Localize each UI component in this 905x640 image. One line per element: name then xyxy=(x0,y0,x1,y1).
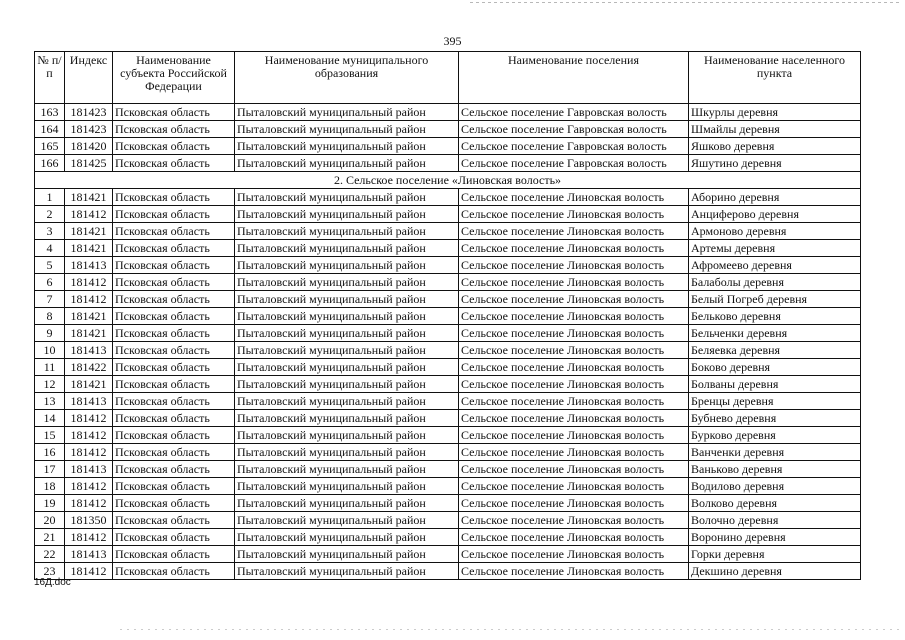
cell-index: 181413 xyxy=(65,461,113,478)
cell-index: 181413 xyxy=(65,257,113,274)
cell-index: 181420 xyxy=(65,138,113,155)
cell-settlement: Сельское поселение Линовская волость xyxy=(459,223,689,240)
cell-num: 7 xyxy=(35,291,65,308)
cell-subject: Псковская область xyxy=(113,546,235,563)
cell-locality: Яшутино деревня xyxy=(689,155,861,172)
cell-num: 14 xyxy=(35,410,65,427)
cell-num: 13 xyxy=(35,393,65,410)
cell-locality: Шкурлы деревня xyxy=(689,104,861,121)
cell-subject: Псковская область xyxy=(113,308,235,325)
cell-locality: Шмайлы деревня xyxy=(689,121,861,138)
cell-num: 23 xyxy=(35,563,65,580)
cell-index: 181412 xyxy=(65,206,113,223)
table-row xyxy=(35,104,861,121)
cell-index: 181421 xyxy=(65,189,113,206)
cell-municipality: Пыталовский муниципальный район xyxy=(235,512,459,529)
cell-num: 21 xyxy=(35,529,65,546)
cell-settlement: Сельское поселение Линовская волость xyxy=(459,478,689,495)
table-row xyxy=(35,206,861,223)
cell-index: 181413 xyxy=(65,546,113,563)
cell-municipality: Пыталовский муниципальный район xyxy=(235,104,459,121)
header-subject: Наименование субъекта Российской Федерации xyxy=(113,52,235,104)
cell-settlement: Сельское поселение Линовская волость xyxy=(459,308,689,325)
cell-settlement: Сельское поселение Линовская волость xyxy=(459,274,689,291)
cell-municipality: Пыталовский муниципальный район xyxy=(235,223,459,240)
cell-locality: Бубнево деревня xyxy=(689,410,861,427)
cell-subject: Псковская область xyxy=(113,495,235,512)
cell-municipality: Пыталовский муниципальный район xyxy=(235,138,459,155)
cell-municipality: Пыталовский муниципальный район xyxy=(235,121,459,138)
table-row xyxy=(35,138,861,155)
cell-subject: Псковская область xyxy=(113,274,235,291)
cell-num: 1 xyxy=(35,189,65,206)
cell-settlement: Сельское поселение Линовская волость xyxy=(459,495,689,512)
table-row xyxy=(35,512,861,529)
table-row xyxy=(35,410,861,427)
header-num: № п/п xyxy=(35,52,65,104)
cell-index: 181412 xyxy=(65,478,113,495)
cell-num: 165 xyxy=(35,138,65,155)
cell-index: 181412 xyxy=(65,444,113,461)
table-row xyxy=(35,478,861,495)
cell-index: 181413 xyxy=(65,342,113,359)
cell-subject: Псковская область xyxy=(113,563,235,580)
cell-index: 181412 xyxy=(65,529,113,546)
cell-num: 20 xyxy=(35,512,65,529)
cell-index: 181412 xyxy=(65,563,113,580)
cell-locality: Белый Погреб деревня xyxy=(689,291,861,308)
cell-settlement: Сельское поселение Линовская волость xyxy=(459,291,689,308)
cell-subject: Псковская область xyxy=(113,121,235,138)
cell-num: 9 xyxy=(35,325,65,342)
cell-subject: Псковская область xyxy=(113,223,235,240)
cell-subject: Псковская область xyxy=(113,512,235,529)
cell-subject: Псковская область xyxy=(113,138,235,155)
cell-locality: Декшино деревня xyxy=(689,563,861,580)
cell-settlement: Сельское поселение Линовская волость xyxy=(459,529,689,546)
header-settlement: Наименование поселения xyxy=(459,52,689,104)
cell-locality: Беляевка деревня xyxy=(689,342,861,359)
header-municipality: Наименование муниципального образования xyxy=(235,52,459,104)
cell-subject: Псковская область xyxy=(113,461,235,478)
table-row xyxy=(35,563,861,580)
cell-settlement: Сельское поселение Линовская волость xyxy=(459,546,689,563)
section-row xyxy=(35,172,861,189)
cell-index: 181412 xyxy=(65,410,113,427)
header-locality: Наименование населенного пункта xyxy=(689,52,861,104)
cell-locality: Горки деревня xyxy=(689,546,861,563)
document-filename: 16Д.doc xyxy=(34,577,71,588)
cell-num: 10 xyxy=(35,342,65,359)
cell-municipality: Пыталовский муниципальный район xyxy=(235,410,459,427)
cell-settlement: Сельское поселение Линовская волость xyxy=(459,563,689,580)
cell-num: 16 xyxy=(35,444,65,461)
table-row xyxy=(35,274,861,291)
cell-municipality: Пыталовский муниципальный район xyxy=(235,359,459,376)
cell-locality: Ванченки деревня xyxy=(689,444,861,461)
cell-locality: Бурково деревня xyxy=(689,427,861,444)
cell-locality: Бельково деревня xyxy=(689,308,861,325)
cell-locality: Аборино деревня xyxy=(689,189,861,206)
cell-index: 181425 xyxy=(65,155,113,172)
cell-num: 8 xyxy=(35,308,65,325)
cell-municipality: Пыталовский муниципальный район xyxy=(235,257,459,274)
cell-locality: Анциферово деревня xyxy=(689,206,861,223)
table-row xyxy=(35,189,861,206)
cell-num: 12 xyxy=(35,376,65,393)
localities-table xyxy=(34,51,861,580)
cell-municipality: Пыталовский муниципальный район xyxy=(235,206,459,223)
cell-subject: Псковская область xyxy=(113,257,235,274)
cell-index: 181423 xyxy=(65,121,113,138)
cell-num: 164 xyxy=(35,121,65,138)
header-index: Индекс xyxy=(65,52,113,104)
cell-municipality: Пыталовский муниципальный район xyxy=(235,274,459,291)
cell-index: 181412 xyxy=(65,291,113,308)
cell-municipality: Пыталовский муниципальный район xyxy=(235,495,459,512)
cell-num: 163 xyxy=(35,104,65,121)
cell-municipality: Пыталовский муниципальный район xyxy=(235,189,459,206)
cell-subject: Псковская область xyxy=(113,393,235,410)
cell-locality: Бельченки деревня xyxy=(689,325,861,342)
cell-municipality: Пыталовский муниципальный район xyxy=(235,308,459,325)
cell-subject: Псковская область xyxy=(113,189,235,206)
cell-num: 4 xyxy=(35,240,65,257)
table-row xyxy=(35,427,861,444)
cell-locality: Яшково деревня xyxy=(689,138,861,155)
cell-municipality: Пыталовский муниципальный район xyxy=(235,393,459,410)
cell-locality: Волочно деревня xyxy=(689,512,861,529)
cell-num: 22 xyxy=(35,546,65,563)
cell-subject: Псковская область xyxy=(113,444,235,461)
cell-municipality: Пыталовский муниципальный район xyxy=(235,478,459,495)
cell-index: 181413 xyxy=(65,393,113,410)
table-row xyxy=(35,121,861,138)
cell-index: 181422 xyxy=(65,359,113,376)
cell-subject: Псковская область xyxy=(113,325,235,342)
page-number: 395 xyxy=(443,34,462,48)
table-row xyxy=(35,461,861,478)
cell-num: 166 xyxy=(35,155,65,172)
cell-locality: Афромеево деревня xyxy=(689,257,861,274)
scan-artifact-top xyxy=(470,2,900,3)
cell-settlement: Сельское поселение Линовская волость xyxy=(459,444,689,461)
table-row xyxy=(35,325,861,342)
cell-num: 19 xyxy=(35,495,65,512)
cell-index: 181421 xyxy=(65,240,113,257)
table-row xyxy=(35,376,861,393)
cell-municipality: Пыталовский муниципальный район xyxy=(235,529,459,546)
cell-num: 15 xyxy=(35,427,65,444)
cell-municipality: Пыталовский муниципальный район xyxy=(235,444,459,461)
cell-subject: Псковская область xyxy=(113,291,235,308)
table-row xyxy=(35,223,861,240)
cell-index: 181421 xyxy=(65,376,113,393)
cell-settlement: Сельское поселение Гавровская волость xyxy=(459,155,689,172)
cell-settlement: Сельское поселение Линовская волость xyxy=(459,189,689,206)
cell-subject: Псковская область xyxy=(113,529,235,546)
cell-settlement: Сельское поселение Линовская волость xyxy=(459,376,689,393)
cell-subject: Псковская область xyxy=(113,104,235,121)
cell-settlement: Сельское поселение Линовская волость xyxy=(459,427,689,444)
cell-index: 181421 xyxy=(65,308,113,325)
cell-index: 181421 xyxy=(65,325,113,342)
scan-artifact-bottom xyxy=(120,629,900,630)
cell-num: 5 xyxy=(35,257,65,274)
cell-settlement: Сельское поселение Гавровская волость xyxy=(459,121,689,138)
cell-settlement: Сельское поселение Линовская волость xyxy=(459,359,689,376)
cell-subject: Псковская область xyxy=(113,410,235,427)
cell-locality: Водилово деревня xyxy=(689,478,861,495)
cell-settlement: Сельское поселение Линовская волость xyxy=(459,342,689,359)
cell-municipality: Пыталовский муниципальный район xyxy=(235,376,459,393)
cell-settlement: Сельское поселение Линовская волость xyxy=(459,257,689,274)
cell-municipality: Пыталовский муниципальный район xyxy=(235,546,459,563)
cell-index: 181412 xyxy=(65,427,113,444)
cell-municipality: Пыталовский муниципальный район xyxy=(235,563,459,580)
cell-municipality: Пыталовский муниципальный район xyxy=(235,240,459,257)
cell-settlement: Сельское поселение Линовская волость xyxy=(459,325,689,342)
cell-municipality: Пыталовский муниципальный район xyxy=(235,427,459,444)
cell-num: 18 xyxy=(35,478,65,495)
table-row xyxy=(35,444,861,461)
cell-locality: Болваны деревня xyxy=(689,376,861,393)
cell-locality: Бренцы деревня xyxy=(689,393,861,410)
table-row xyxy=(35,155,861,172)
cell-locality: Армоново деревня xyxy=(689,223,861,240)
cell-num: 11 xyxy=(35,359,65,376)
cell-municipality: Пыталовский муниципальный район xyxy=(235,461,459,478)
cell-settlement: Сельское поселение Гавровская волость xyxy=(459,104,689,121)
cell-subject: Псковская область xyxy=(113,155,235,172)
cell-subject: Псковская область xyxy=(113,427,235,444)
cell-num: 3 xyxy=(35,223,65,240)
table-row xyxy=(35,393,861,410)
section-title: 2. Сельское поселение «Линовская волость» xyxy=(35,172,861,189)
cell-num: 2 xyxy=(35,206,65,223)
cell-settlement: Сельское поселение Линовская волость xyxy=(459,206,689,223)
table-row xyxy=(35,308,861,325)
table-row xyxy=(35,495,861,512)
cell-num: 6 xyxy=(35,274,65,291)
table-row xyxy=(35,529,861,546)
cell-index: 181412 xyxy=(65,495,113,512)
cell-index: 181421 xyxy=(65,223,113,240)
cell-municipality: Пыталовский муниципальный район xyxy=(235,291,459,308)
cell-index: 181423 xyxy=(65,104,113,121)
cell-municipality: Пыталовский муниципальный район xyxy=(235,342,459,359)
cell-subject: Псковская область xyxy=(113,206,235,223)
cell-locality: Боково деревня xyxy=(689,359,861,376)
cell-settlement: Сельское поселение Линовская волость xyxy=(459,393,689,410)
cell-subject: Псковская область xyxy=(113,240,235,257)
cell-municipality: Пыталовский муниципальный район xyxy=(235,325,459,342)
table-row xyxy=(35,257,861,274)
cell-settlement: Сельское поселение Линовская волость xyxy=(459,512,689,529)
cell-settlement: Сельское поселение Линовская волость xyxy=(459,240,689,257)
cell-settlement: Сельское поселение Линовская волость xyxy=(459,410,689,427)
cell-locality: Артемы деревня xyxy=(689,240,861,257)
cell-index: 181350 xyxy=(65,512,113,529)
table-header-row xyxy=(35,52,861,104)
table-row xyxy=(35,240,861,257)
cell-subject: Псковская область xyxy=(113,342,235,359)
cell-subject: Псковская область xyxy=(113,478,235,495)
table-row xyxy=(35,546,861,563)
cell-num: 17 xyxy=(35,461,65,478)
table-row xyxy=(35,291,861,308)
cell-settlement: Сельское поселение Гавровская волость xyxy=(459,138,689,155)
cell-subject: Псковская область xyxy=(113,376,235,393)
cell-index: 181412 xyxy=(65,274,113,291)
cell-settlement: Сельское поселение Линовская волость xyxy=(459,461,689,478)
cell-locality: Воронино деревня xyxy=(689,529,861,546)
cell-locality: Ваньково деревня xyxy=(689,461,861,478)
cell-municipality: Пыталовский муниципальный район xyxy=(235,155,459,172)
table-row xyxy=(35,342,861,359)
cell-subject: Псковская область xyxy=(113,359,235,376)
table-row xyxy=(35,359,861,376)
cell-locality: Волково деревня xyxy=(689,495,861,512)
cell-locality: Балаболы деревня xyxy=(689,274,861,291)
